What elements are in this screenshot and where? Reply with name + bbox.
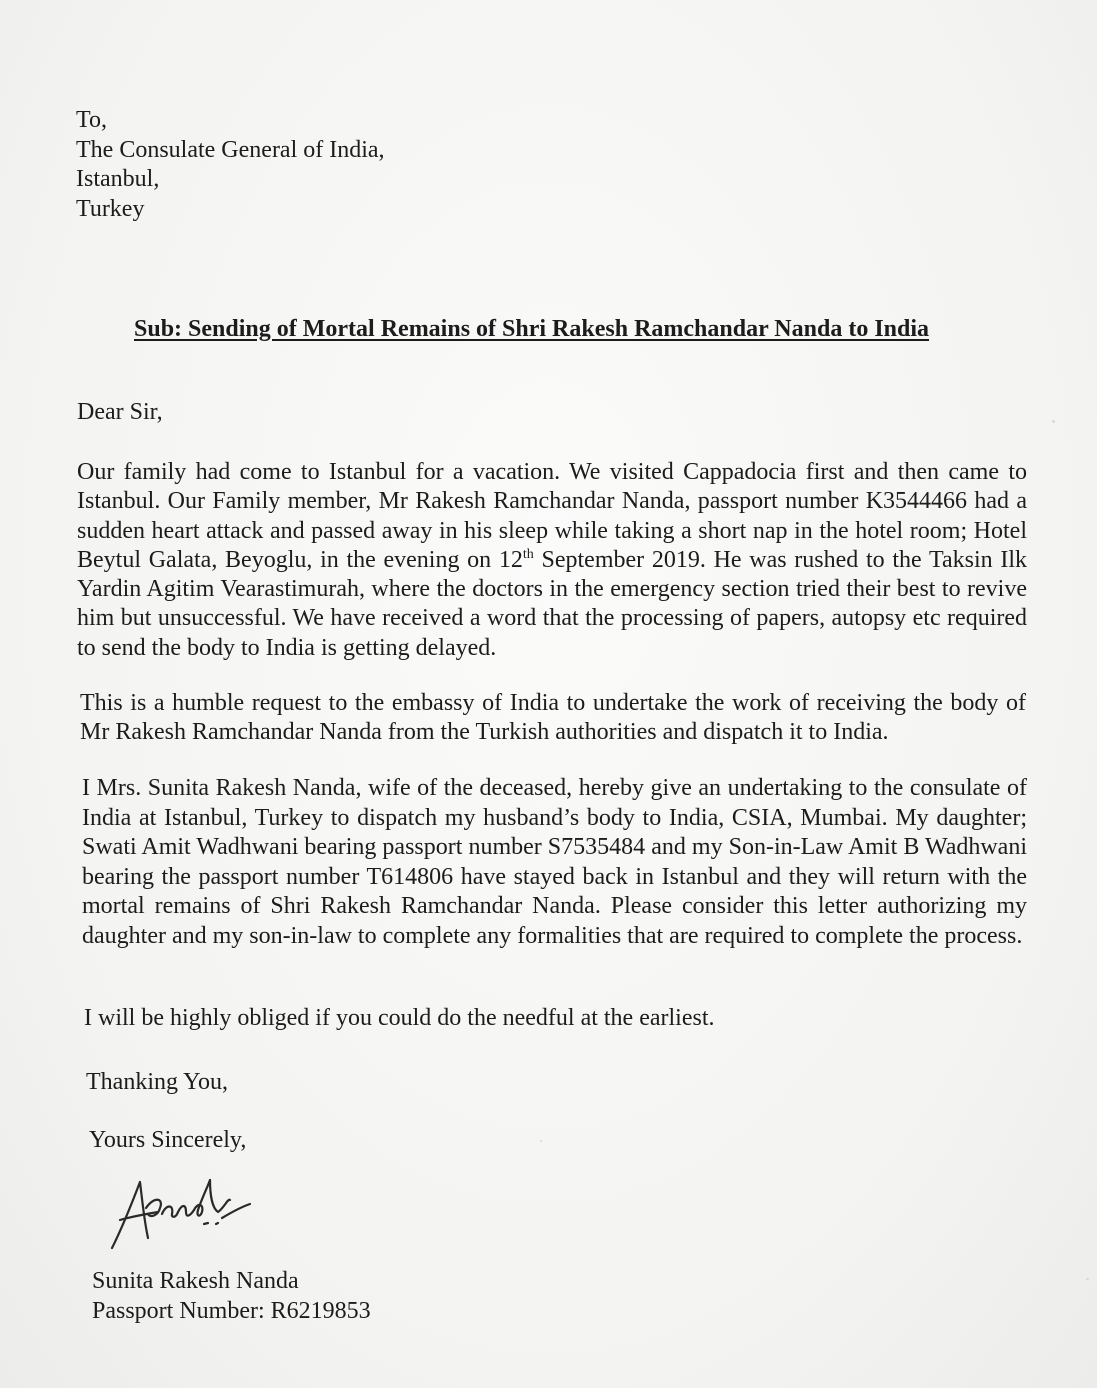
body-paragraph-3: I Mrs. Sunita Rakesh Nanda, wife of the deceased, hereby give an undertaking to the consulate of India at Istanbul, Turkey to dispatch my husband’s body to India, CSIA, Mumbai. My daughter; Swati Amit Wadhwani bearing passport number S7535484 and my Son-in-Law Amit B Wadhwani bearing the passport number T614806 have stayed back in Istanbul and they will return with the mortal remains of Shri Rakesh Ramchandar Nanda. Please consider this letter authorizing my daughter and my son-in-law to complete any formalities that are required to complete the process. (82, 775, 1027, 949)
signatory-name: Sunita Rakesh Nanda (92, 1268, 299, 1294)
paper-speck (540, 1140, 542, 1142)
body-paragraph-2: This is a humble request to the embassy of India to undertake the work of receiving the body of Mr Rakesh Ramchandar Nanda from the Turkish authorities and dispatch it to India. (80, 690, 1026, 746)
subject-line: Sub: Sending of Mortal Remains of Shri Rakesh Ramchandar Nanda to India (134, 316, 930, 342)
paragraph-text: Our family had come to Istanbul for a vacation. We visited Cappadocia first and then came to Istanbul. Our Family member, Mr Rakesh Ramchandar Nanda, passport number K3544466 had a sudden heart attack and passed away in his sleep while taking a short nap in the hotel room; Hotel Beytul Galata, Beyoglu, in the evening on 12 (77, 459, 1027, 573)
address-line: To, (76, 107, 107, 133)
address-line: The Consulate General of India, (76, 136, 385, 163)
paper-speck (1086, 1278, 1089, 1280)
paragraph-text: September 2019. He was rushed to the Taksin Ilk Yardin Agitim Vearastimurah, where the doctors in the emergency section tried their best to revive him but unsuccessful. We have received a word that the processing of papers, autopsy etc required to send the body to India is getting delayed. (77, 546, 1027, 661)
address-line: Turkey (76, 195, 145, 222)
salutation: Dear Sir, (77, 399, 163, 425)
address-line: Istanbul, (76, 166, 160, 192)
handwritten-signature (100, 1168, 270, 1258)
body-paragraph-4: I will be highly obliged if you could do the needful at the earliest. (84, 1005, 715, 1031)
recipient-address (76, 106, 385, 224)
closing-thanks: Thanking You, (86, 1069, 229, 1095)
body-paragraph-1 (77, 458, 1027, 663)
ordinal-suffix: th (522, 546, 534, 562)
paper-speck (1052, 420, 1055, 423)
signatory-passport: Passport Number: R6219853 (92, 1298, 371, 1324)
closing-sincerely: Yours Sincerely, (89, 1127, 247, 1153)
signatory-block (92, 1266, 371, 1326)
